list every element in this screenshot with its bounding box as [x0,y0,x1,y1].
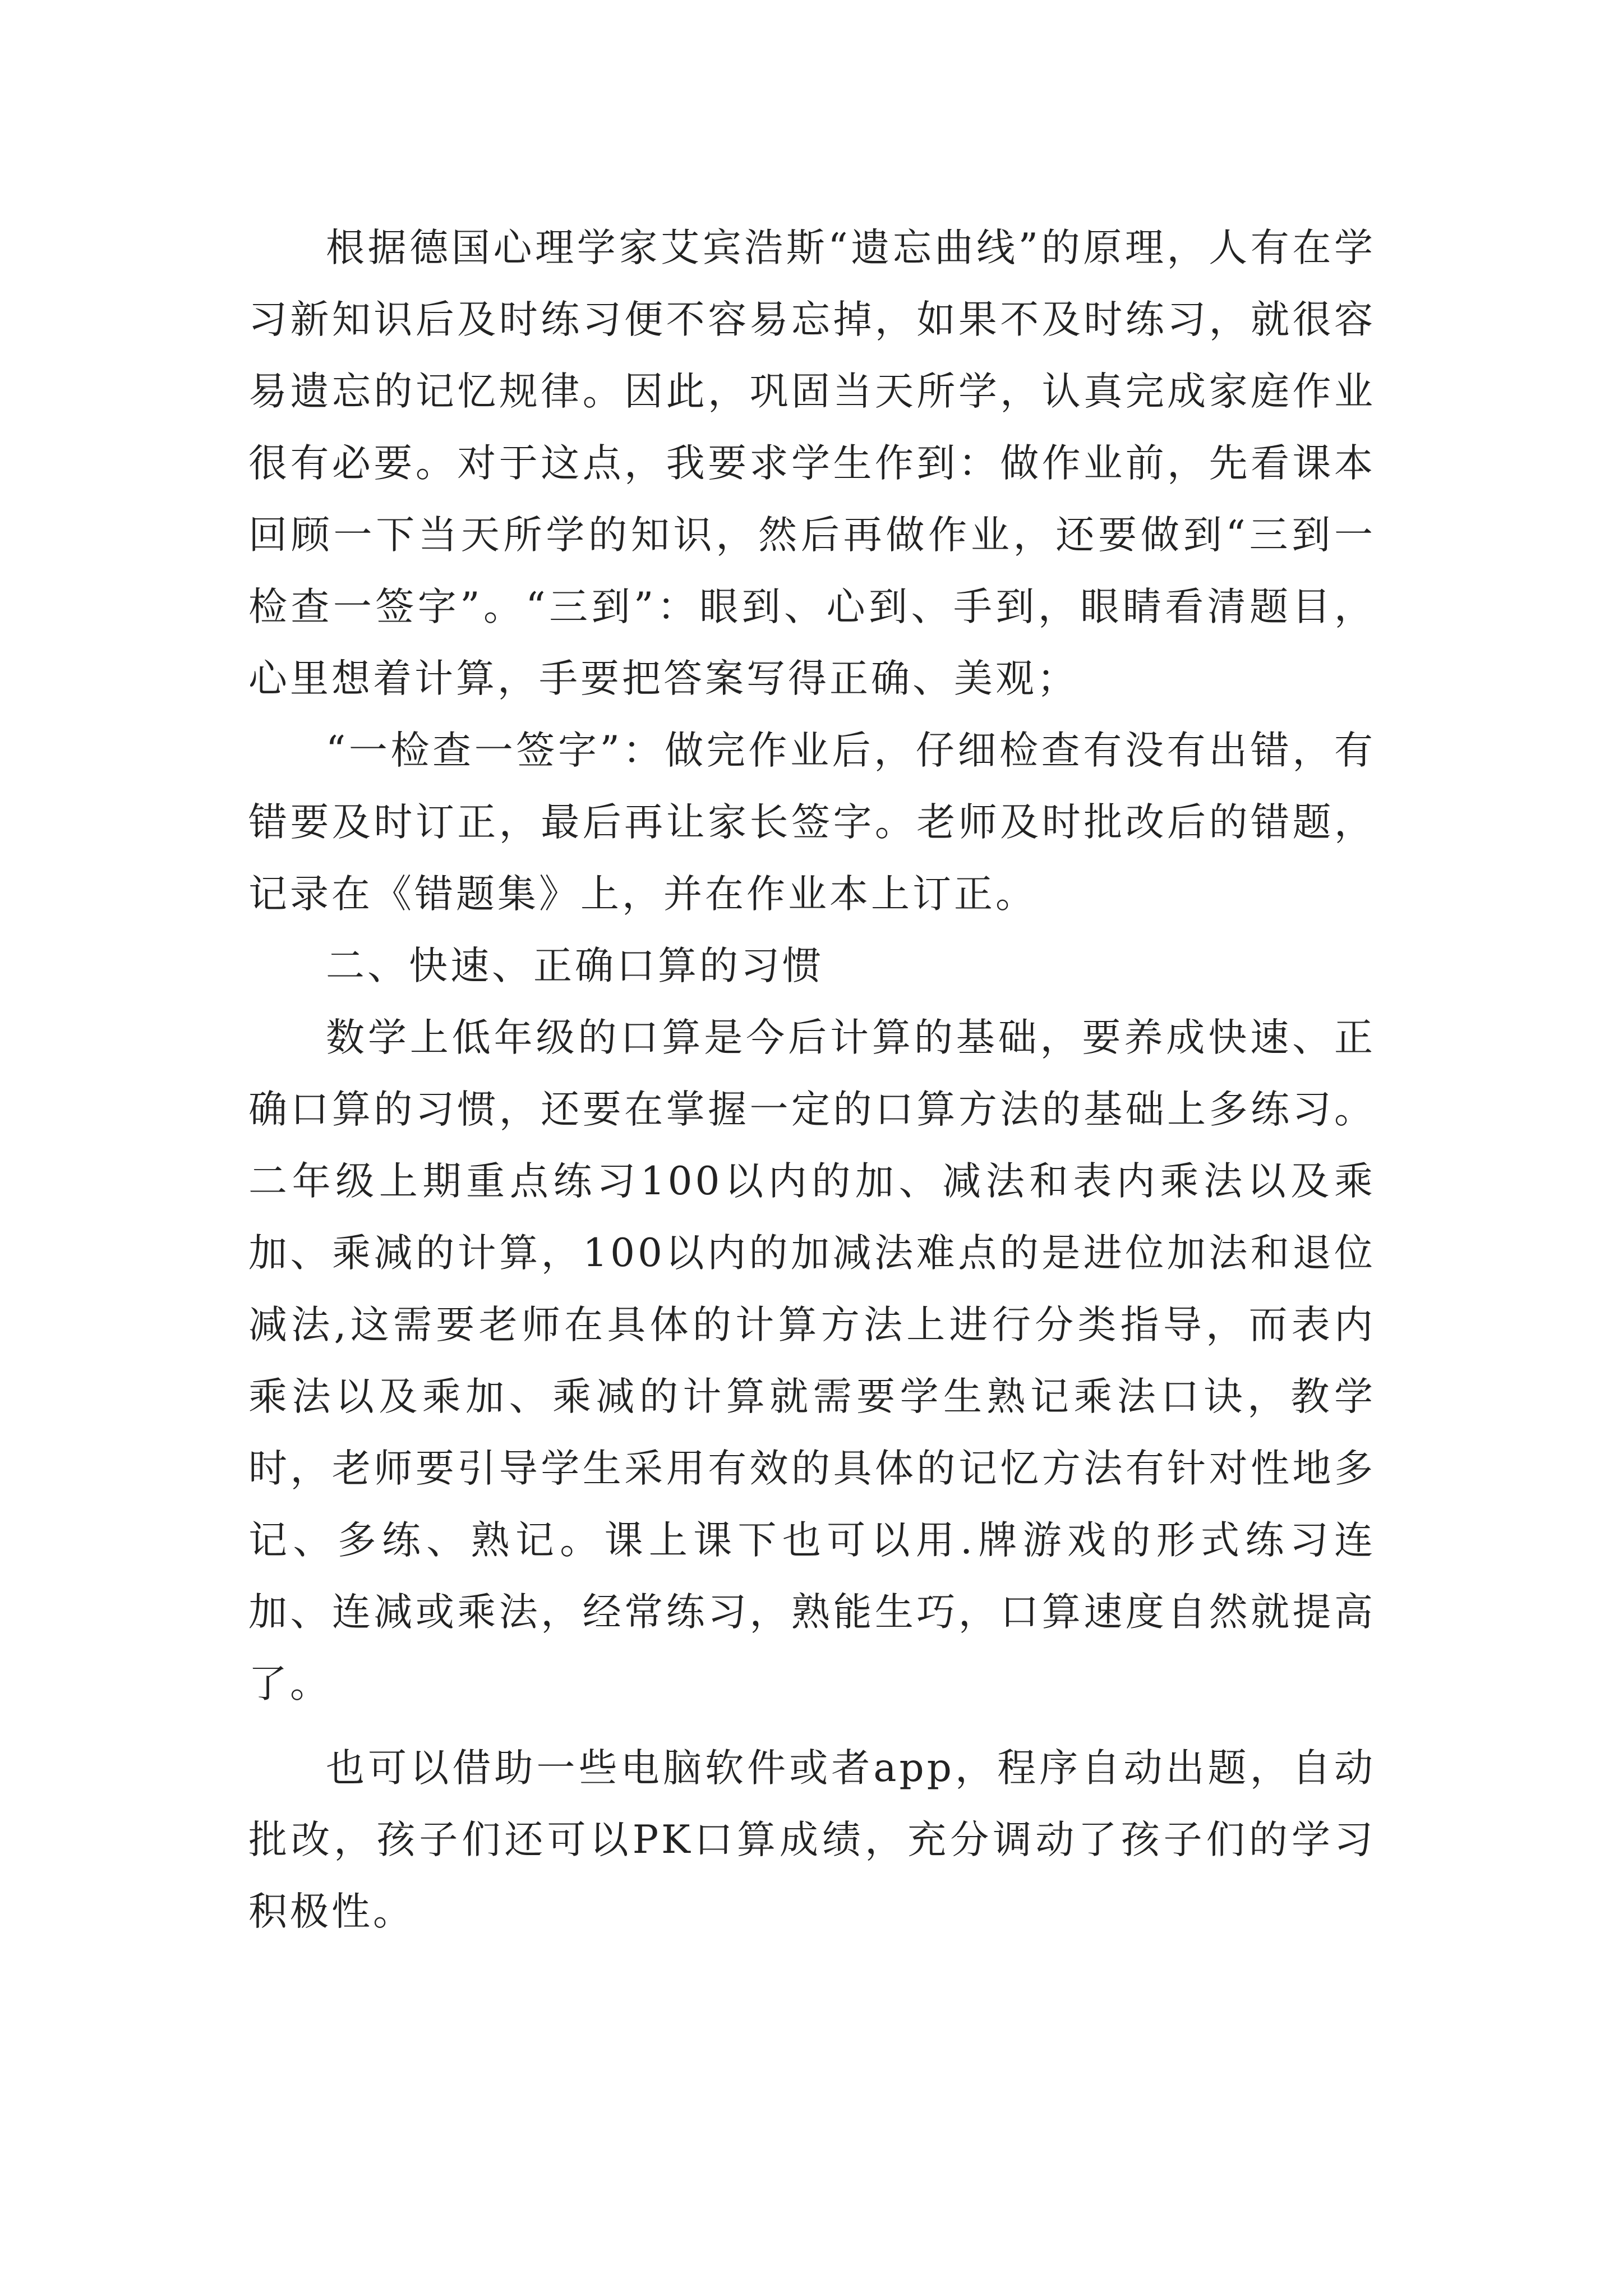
document-body [248,212,1376,1948]
paragraph-mental-arithmetic: 数学上低年级的口算是今后计算的基础，要养成快速、正确口算的习惯，还要在掌握一定的口算方法的基础上多练习。二年级上期重点练习100以内的加、减法和表内乘法以及乘加、乘减的计算，100以内的加减法难点的是进位加法和退位减法,这需要老师在具体的计算方法上进行分类指导，而表内乘法以及乘加、乘减的计算就需要学生熟记乘法口诀，教学时，老师要引导学生采用有效的具体的记忆方法有针对性地多记、多练、熟记。课上课下也可以用.牌游戏的形式练习连加、连减或乘法，经常练习，熟能生巧，口算速度自然就提高了。 [248,1015,1376,1706]
paragraph-check-and-sign: “一检查一签字”：做完作业后，仔细检查有没有出错，有错要及时订正，最后再让家长签字。老师及时批改后的错题，记录在《错题集》上，并在作业本上订正。 [248,728,1376,917]
paragraph-software-app: 也可以借助一些电脑软件或者app，程序自动出题，自动批改，孩子们还可以PK口算成绩，充分调动了孩子们的学习积极性。 [248,1746,1376,1934]
paragraph-forgetting-curve: 根据德国心理学家艾宾浩斯“遗忘曲线”的原理，人有在学习新知识后及时练习便不容易忘掉，如果不及时练习，就很容易遗忘的记忆规律。因此，巩固当天所学，认真完成家庭作业很有必要。对于这点，我要求学生作到：做作业前，先看课本回顾一下当天所学的知识，然后再做作业，还要做到“三到一检查一签字”。“三到”：眼到、心到、手到，眼睛看清题目，心里想着计算，手要把答案写得正确、美观； [248,226,1376,701]
section-heading-mental-arithmetic: 二、快速、正确口算的习惯 [326,944,824,988]
